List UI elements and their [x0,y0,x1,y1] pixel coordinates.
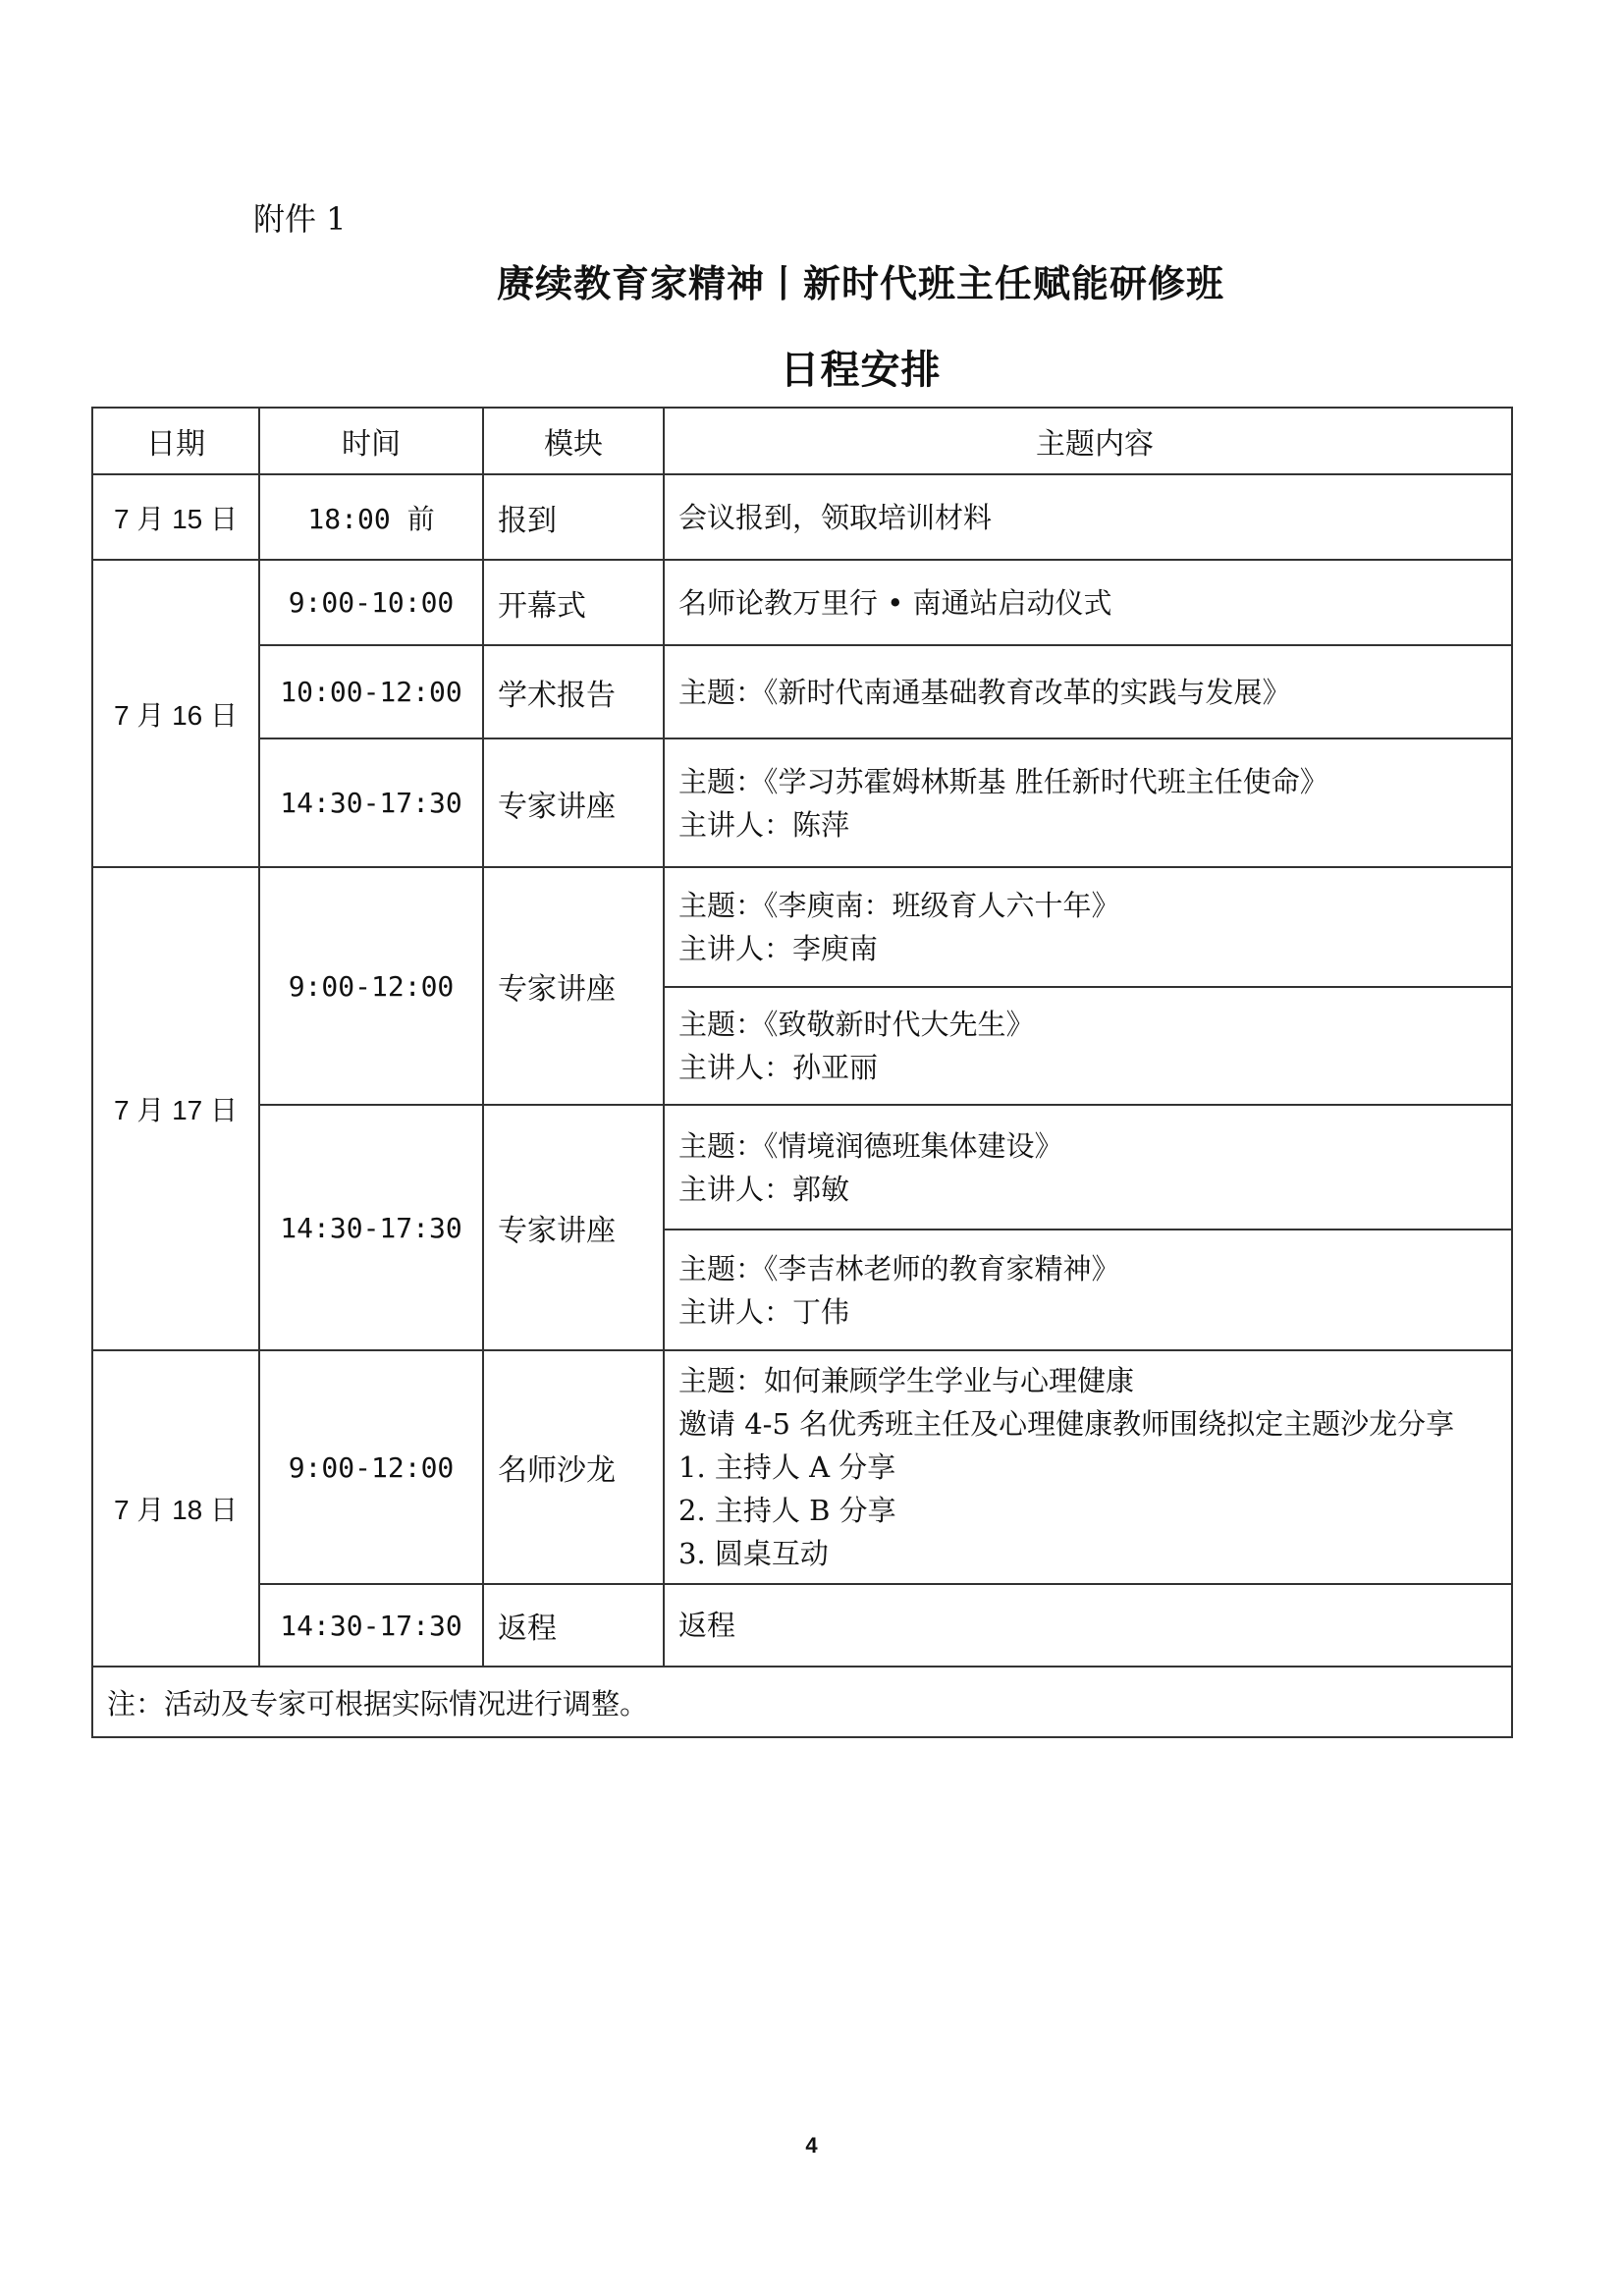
agenda-item: 3. 圆桌互动 [678,1537,829,1570]
time-cell: 9:00-10:00 [259,560,483,645]
date-cell: 7 月 18 日 [92,1350,259,1667]
agenda-item: 2. 主持人 B 分享 [678,1494,896,1527]
topic-cell: 名师论教万里行 • 南通站启动仪式 [664,560,1512,645]
table-row [92,645,1512,738]
topic-title: 主题：《致敬新时代大先生》 [678,1008,1035,1041]
time-cell: 14:30-17:30 [259,1584,483,1667]
topic-cell [664,987,1512,1105]
page-number: 4 [805,2133,818,2158]
topic-cell [664,1105,1512,1230]
table-row [92,1584,1512,1667]
topic-cell: 返程 [664,1584,1512,1667]
header-module: 模块 [483,408,664,474]
topic-title: 主题：《李吉林老师的教育家精神》 [678,1251,1120,1285]
topic-cell [664,867,1512,987]
header-time: 时间 [259,408,483,474]
time-cell: 10:00-12:00 [259,645,483,738]
topic-cell: 主题：《新时代南通基础教育改革的实践与发展》 [664,645,1512,738]
time-cell: 18:00 前 [259,474,483,560]
table-row [92,1350,1512,1584]
header-topic: 主题内容 [664,408,1512,474]
module-cell: 专家讲座 [483,867,664,1105]
topic-description: 邀请 4-5 名优秀班主任及心理健康教师围绕拟定主题沙龙分享 [678,1407,1455,1441]
header-date: 日期 [92,408,259,474]
topic-title: 主题：《学习苏霍姆林斯基 胜任新时代班主任使命》 [678,764,1328,798]
speaker: 主讲人：陈萍 [678,807,850,842]
topic-title: 主题：《情境润德班集体建设》 [678,1128,1063,1163]
date-cell: 7 月 17 日 [92,867,259,1350]
date-cell: 7 月 15 日 [92,474,259,560]
schedule-table [91,407,1513,1738]
module-cell: 专家讲座 [483,1105,664,1350]
topic-title: 主题：如何兼顾学生学业与心理健康 [678,1364,1135,1397]
agenda-item: 1. 主持人 A 分享 [678,1450,896,1484]
speaker: 主讲人：郭敏 [678,1172,850,1206]
module-cell: 学术报告 [483,645,664,738]
time-cell: 9:00-12:00 [259,867,483,1105]
table-header-row [92,408,1512,474]
document-subtitle: 日程安排 [780,347,942,393]
table-row [92,474,1512,560]
module-cell: 专家讲座 [483,738,664,867]
topic-cell [664,738,1512,867]
table-row [92,867,1512,987]
module-cell: 报到 [483,474,664,560]
time-cell: 14:30-17:30 [259,1105,483,1350]
speaker: 主讲人：孙亚丽 [678,1051,879,1084]
document-title: 赓续教育家精神丨新时代班主任赋能研修班 [496,261,1224,305]
note-cell: 注：活动及专家可根据实际情况进行调整。 [92,1667,1512,1737]
topic-cell [664,1350,1512,1584]
time-cell: 9:00-12:00 [259,1350,483,1584]
topic-title: 主题：《李庾南：班级育人六十年》 [678,889,1120,922]
module-cell: 返程 [483,1584,664,1667]
date-cell: 7 月 16 日 [92,560,259,867]
time-cell: 14:30-17:30 [259,738,483,867]
topic-cell [664,1230,1512,1350]
table-row [92,1105,1512,1230]
table-row [92,560,1512,645]
speaker: 主讲人：李庾南 [678,932,879,965]
attachment-label: 附件 1 [253,200,347,238]
note-row [92,1667,1512,1737]
topic-cell: 会议报到，领取培训材料 [664,474,1512,560]
speaker: 主讲人：丁伟 [678,1294,850,1329]
table-row [92,738,1512,867]
module-cell: 开幕式 [483,560,664,645]
module-cell: 名师沙龙 [483,1350,664,1584]
